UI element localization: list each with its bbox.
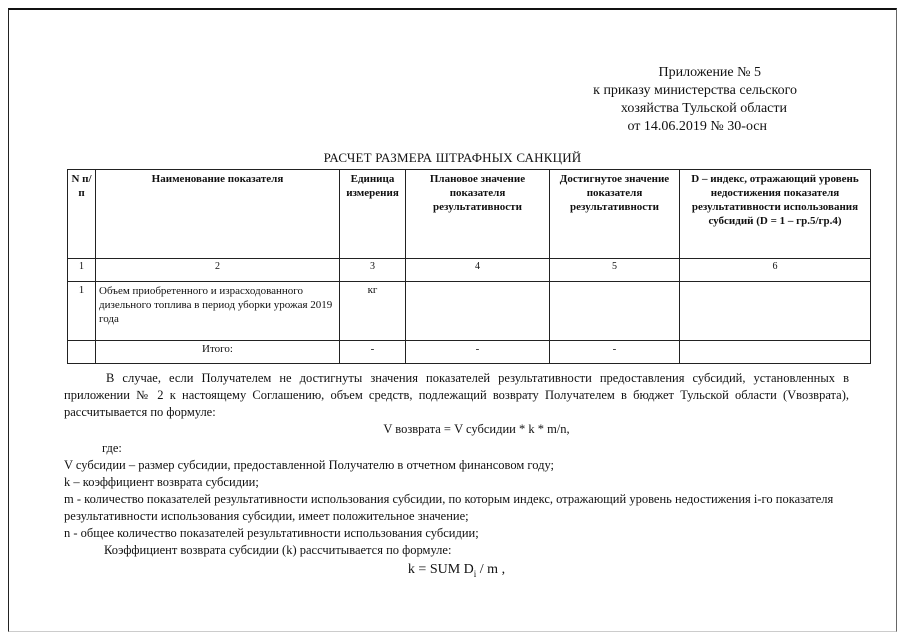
- formula-subscript: i: [473, 568, 477, 579]
- column-number-cell: 6: [680, 259, 871, 282]
- appendix-header: [491, 64, 811, 136]
- appendix-line: Приложение № 5: [658, 65, 761, 80]
- row-number-cell: 1: [68, 282, 96, 341]
- actual-value-cell: [550, 282, 680, 341]
- table-header-row: [68, 170, 871, 259]
- header-cell: Достигнутое значение показателя результативности: [550, 170, 680, 259]
- header-cell: N п/п: [68, 170, 96, 259]
- document-body: [64, 370, 849, 583]
- column-number-cell: 4: [406, 259, 550, 282]
- definition-m: m - количество показателей результативности использования субсидии, по которым индекс, отражающий уровень недостижения i-го показателя результативности использования субсидии, имеет положительное значение;: [64, 492, 834, 523]
- column-number-cell: 3: [340, 259, 406, 282]
- total-unit-cell: -: [340, 341, 406, 364]
- appendix-line: хозяйства Тульской области: [620, 101, 787, 116]
- return-formula: V возврата = V субсидии * k * m/n,: [383, 422, 570, 436]
- total-actual-cell: -: [550, 341, 680, 364]
- table-row: [68, 282, 871, 341]
- return-paragraph: В случае, если Получателем не достигнуты значения показателей результативности предоставления субсидий, установленных в приложении № 2 к настоящему Соглашению, объем средств, подлежащий возврату Получателем в бюджет Тульской области (Vвозврата), рассчитывается по формуле:: [64, 371, 849, 419]
- index-value-cell: [680, 282, 871, 341]
- definition-v: V субсидии – размер субсидии, предоставленной Получателю в отчетном финансовом году;: [64, 458, 555, 472]
- header-cell: Плановое значение показателя результативности: [406, 170, 550, 259]
- total-empty-cell: [68, 341, 96, 364]
- document-title: РАСЧЕТ РАЗМЕРА ШТРАФНЫХ САНКЦИЙ: [323, 150, 582, 165]
- plan-value-cell: [406, 282, 550, 341]
- header-cell: D – индекс, отражающий уровень недостижения показателя результативности использования субсидий (D = 1 – гр.5/гр.4): [680, 170, 871, 259]
- definition-n: n - общее количество показателей результативности использования субсидии;: [64, 526, 479, 540]
- total-plan-cell: -: [406, 341, 550, 364]
- indicator-name-cell: Объем приобретенного и израсходованного дизельного топлива в период уборки урожая 2019 года: [96, 282, 340, 341]
- column-number-row: [68, 259, 871, 282]
- definition-k: k – коэффициент возврата субсидии;: [64, 475, 259, 489]
- column-number-cell: 1: [68, 259, 96, 282]
- column-number-cell: 2: [96, 259, 340, 282]
- penalty-table: [67, 169, 871, 364]
- formula-tail: / m ,: [476, 562, 506, 577]
- appendix-date-line: от 14.06.2019 № 30-осн: [627, 119, 767, 134]
- header-cell: Единица измерения: [340, 170, 406, 259]
- where-label: где:: [102, 441, 122, 455]
- appendix-line: к приказу министерства сельского: [593, 83, 797, 98]
- total-index-cell: [680, 341, 871, 364]
- unit-cell: кг: [340, 282, 406, 341]
- total-row: [68, 341, 871, 364]
- coefficient-formula: [64, 561, 849, 583]
- header-cell: Наименование показателя: [96, 170, 340, 259]
- coefficient-intro: Коэффициент возврата субсидии (k) рассчитывается по формуле:: [104, 543, 452, 557]
- formula-main: k = SUM D: [407, 562, 474, 577]
- column-number-cell: 5: [550, 259, 680, 282]
- total-label-cell: Итого:: [96, 341, 340, 364]
